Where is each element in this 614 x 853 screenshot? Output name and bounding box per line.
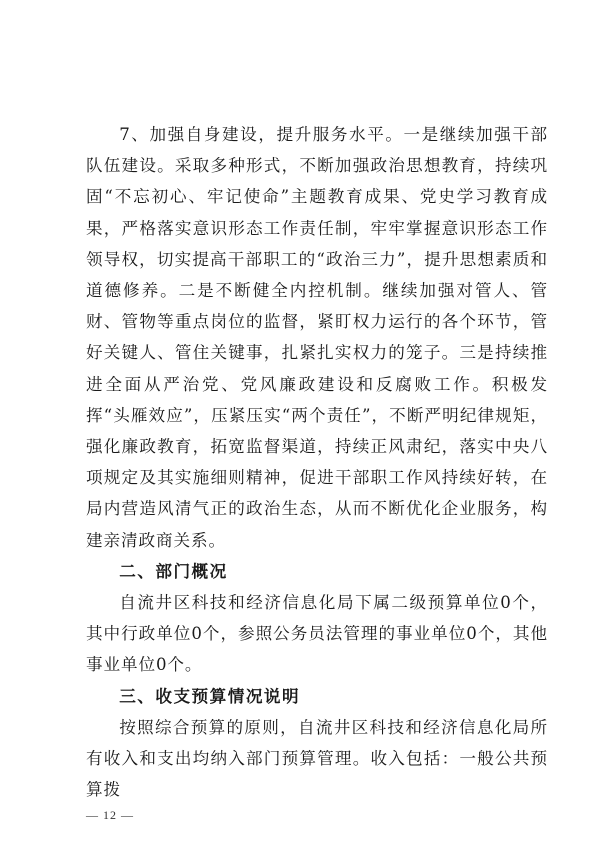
paragraph-self-building: 7、加强自身建设，提升服务水平。一是继续加强干部队伍建设。采取多种形式，不断加强政治思想教育，持续巩固“不忘初心、牢记使命”主题教育成果、党史学习教育成果，严格落实意识形态工作责任制，牢牢掌握意识形态工作领导权，切实提高干部职工的“政治三力”，提升思想素质和道德修养。二是不断健全内控机制。继续加强对管人、管财、管物等重点岗位的监督，紧盯权力运行的各个环节，管好关键人、管住关键事，扎紧扎实权力的笼子。三是持续推进全面从严治党、党风廉政建设和反腐败工作。积极发挥“头雁效应”，压紧压实“两个责任”，不断严明纪律规矩，强化廉政教育，拓宽监督渠道，持续正风肃纪，落实中央八项规定及其实施细则精神，促进干部职工作风持续好转，在局内营造风清气正的政治生态，从而不断优化企业服务，构建亲清政商关系。 xyxy=(86,125,548,550)
section-heading-budget-explanation: 三、收支预算情况说明 xyxy=(119,686,301,706)
paragraph-budget-explanation: 按照综合预算的原则，自流井区科技和经济信息化局所有收入和支出均纳入部门预算管理。收入包括：一般公共预算拨 xyxy=(86,717,548,800)
document-body xyxy=(86,119,548,805)
page-number: — 12 — xyxy=(86,808,134,822)
section-heading-department-overview: 二、部门概况 xyxy=(119,561,228,581)
paragraph-department-overview: 自流井区科技和经济信息化局下属二级预算单位0个，其中行政单位0个，参照公务员法管理的事业单位0个，其他事业单位0个。 xyxy=(86,593,548,675)
